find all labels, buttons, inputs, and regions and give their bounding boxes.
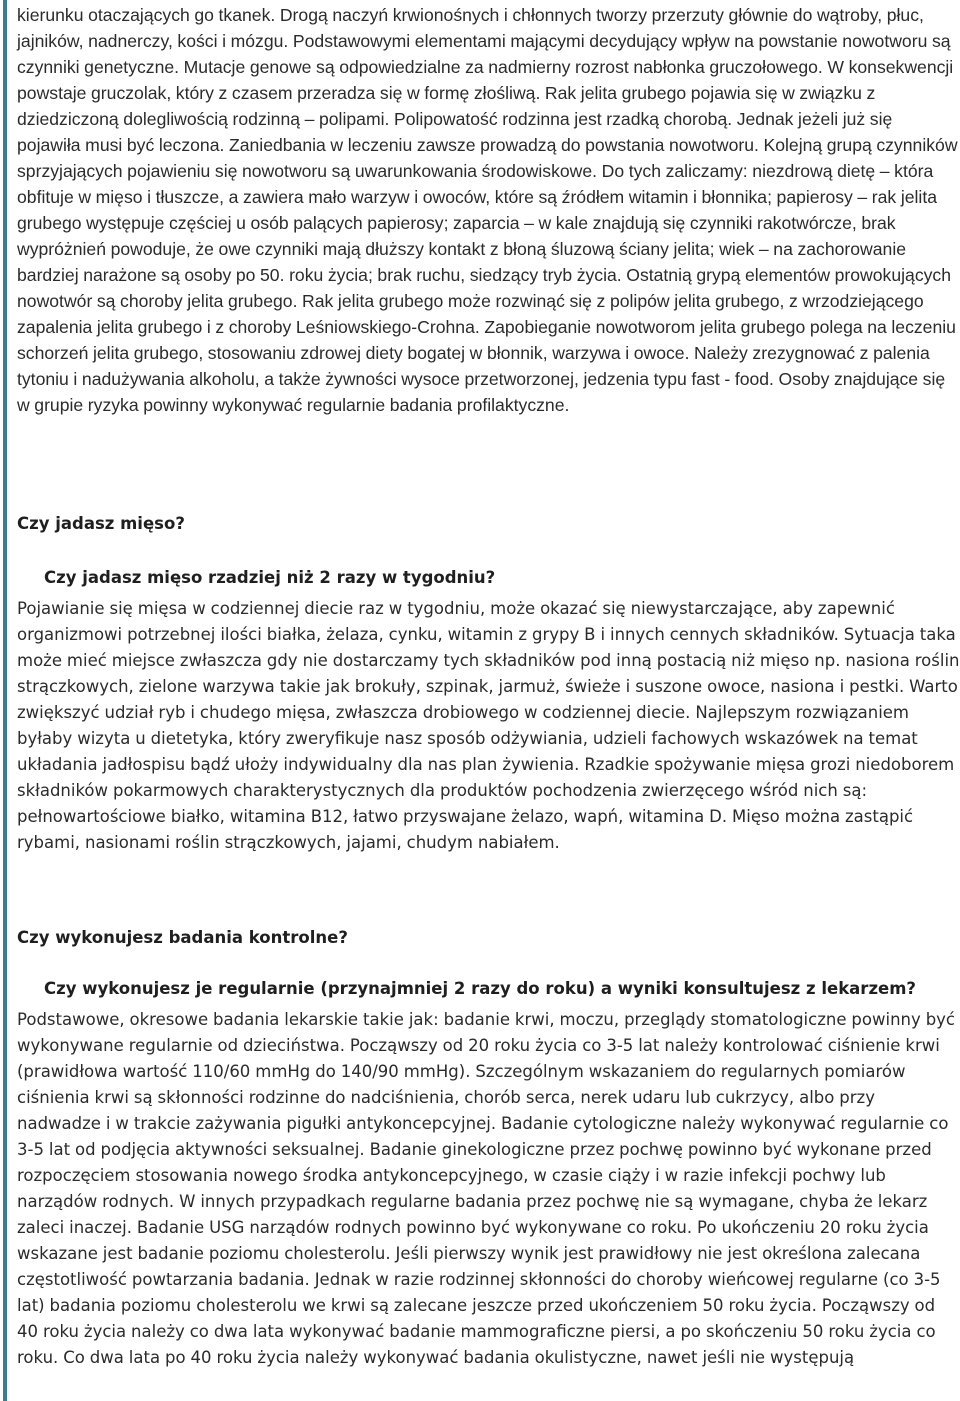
section-intro <box>17 2 960 418</box>
subquestion-meat: Czy jadasz mięso rzadziej niż 2 razy w tygodniu? <box>44 568 496 587</box>
intro-paragraph: kierunku otaczających go tkanek. Drogą naczyń krwionośnych i chłonnych tworzy przerzuty głównie do wątroby, płuc, jajników, nadnerczy, kości i mózgu. Podstawowymi elementami mającymi decydujący wpływ na powstanie nowotworu są czynniki genetyczne. Mutacje genowe są odpowiedzialne za nadmierny rozrost nabłonka gruczołowego. W konsekwencji powstaje gruczolak, który z czasem przeradza się w formę złośliwą. Rak jelita grubego pojawia się w związku z dziedziczoną dolegliwością rodzinną – polipami. Polipowatość rodzinna jest rzadką chorobą. Jednak jeżeli już się pojawiła musi być leczona. Zaniedbania w leczeniu zawsze prowadzą do powstania nowotworu. Kolejną grupą czynników sprzyjających pojawieniu się nowotworu są uwarunkowania środowiskowe. Do tych zaliczamy: niezdrową dietę – która obfituje w mięso i tłuszcze, a zawiera mało warzyw i owoców, które są źródłem witamin i błonnika; papierosy – rak jelita grubego występuje częściej u osób palących papierosy; zaparcia – w kale znajdują się czynniki rakotwórcze, brak wypróżnień powoduje, że owe czynniki mają dłuższy kontakt z błoną śluzową ściany jelita; wiek – na zachorowanie bardziej narażone są osoby po 50. roku życia; brak ruchu, siedzący tryb życia. Ostatnią grypą elementów prowokujących nowotwór są choroby jelita grubego. Rak jelita grubego może rozwinąć się z polipów jelita grubego, z wrzodziejącego zapalenia jelita grubego i z choroby Leśniowskiego-Crohna. Zapobieganie nowotworom jelita grubego polega na leczeniu schorzeń jelita grubego, stosowaniu zdrowej diety bogatej w błonnik, warzywa i owoce. Należy zrezygnować z palenia tytoniu i nadużywania alkoholu, a także żywności wysoce przetworzonej, jedzenia typu fast - food. Osoby znajdujące się w grupie ryzyka powinny wykonywać regularnie badania profilaktyczne. <box>17 5 958 415</box>
subquestion-checkups: Czy wykonujesz je regularnie (przynajmniej 2 razy do roku) a wyniki konsultujesz z lekarzem? <box>44 979 917 998</box>
question-meat: Czy jadasz mięso? <box>17 514 185 533</box>
section-checkups <box>17 1007 960 1371</box>
checkups-paragraph: Podstawowe, okresowe badania lekarskie takie jak: badanie krwi, moczu, przeglądy stomatologiczne powinny być wykonywane regularnie od dzieciństwa. Począwszy od 20 roku życia co 3-5 lat należy kontrolować ciśnienie krwi (prawidłowa wartość 110/60 mmHg do 140/90 mmHg). Szczególnym wskazaniem do regularnych pomiarów ciśnienia krwi są skłonności rodzinne do nadciśnienia, chorób serca, nerek udaru lub cukrzycy, albo przy nadwadze i w trakcie zażywania pigułki antykoncepcyjnej. Badanie cytologiczne należy wykonywać regularnie co 3-5 lat od podjęcia aktywności seksualnej. Badanie ginekologiczne przez pochwę powinno być wykonane przed rozpoczęciem stosowania nowego środka antykoncepcyjnego, w czasie ciąży i w razie infekcji pochwy lub narządów rodnych. W innych przypadkach regularne badania przez pochwę nie są wymagane, chyba że lekarz zaleci inaczej. Badanie USG narządów rodnych powinno być wykonywane co roku. Po ukończeniu 20 roku życia wskazane jest badanie poziomu cholesterolu. Jeśli pierwszy wynik jest prawidłowy nie jest określona zalecana częstotliwość powtarzania badania. Jednak w razie rodzinnej skłonności do choroby wieńcowej regularne (co 3-5 lat) badania poziomu cholesterolu we krwi są zalecane jeszcze przed ukończeniem 50 roku życia. Począwszy od 40 roku życia należy co dwa lata wykonywać badanie mammograficzne piersi, a po skończeniu 50 roku życia co roku. Co dwa lata po 40 roku życia należy wykonywać badania okulistyczne, nawet jeśli nie występują <box>17 1010 956 1367</box>
left-border-rule <box>3 0 7 1401</box>
section-meat <box>17 596 960 856</box>
question-checkups: Czy wykonujesz badania kontrolne? <box>17 928 348 947</box>
meat-paragraph: Pojawianie się mięsa w codziennej diecie raz w tygodniu, może okazać się niewystarczające, aby zapewnić organizmowi potrzebnej ilości białka, żelaza, cynku, witamin z grypy B i innych cennych składników. Sytuacja taka może mieć miejsce zwłaszcza gdy nie dostarczamy tych składników pod inną postacią niż mięso np. nasiona roślin strączkowych, zielone warzywa takie jak brokuły, szpinak, jarmuż, świeże i suszone owoce, nasiona i pestki. Warto zwiększyć udział ryb i chudego mięsa, zwłaszcza drobiowego w codziennej diecie. Najlepszym rozwiązaniem byłaby wizyta u dietetyka, który zweryfikuje nasz sposób odżywiania, udzieli fachowych wskazówek na temat układania jadłospisu bądź ułoży indywidualny dla nas plan żywienia. Rzadkie spożywanie mięsa grozi niedoborem składników pokarmowych charakterystycznych dla produktów pochodzenia zwierzęcego wśród nich są: pełnowartościowe białko, witamina B12, łatwo przyswajane żelazo, wapń, witamina D. Mięso można zastąpić rybami, nasionami roślin strączkowych, jajami, chudym nabiałem. <box>17 599 960 852</box>
